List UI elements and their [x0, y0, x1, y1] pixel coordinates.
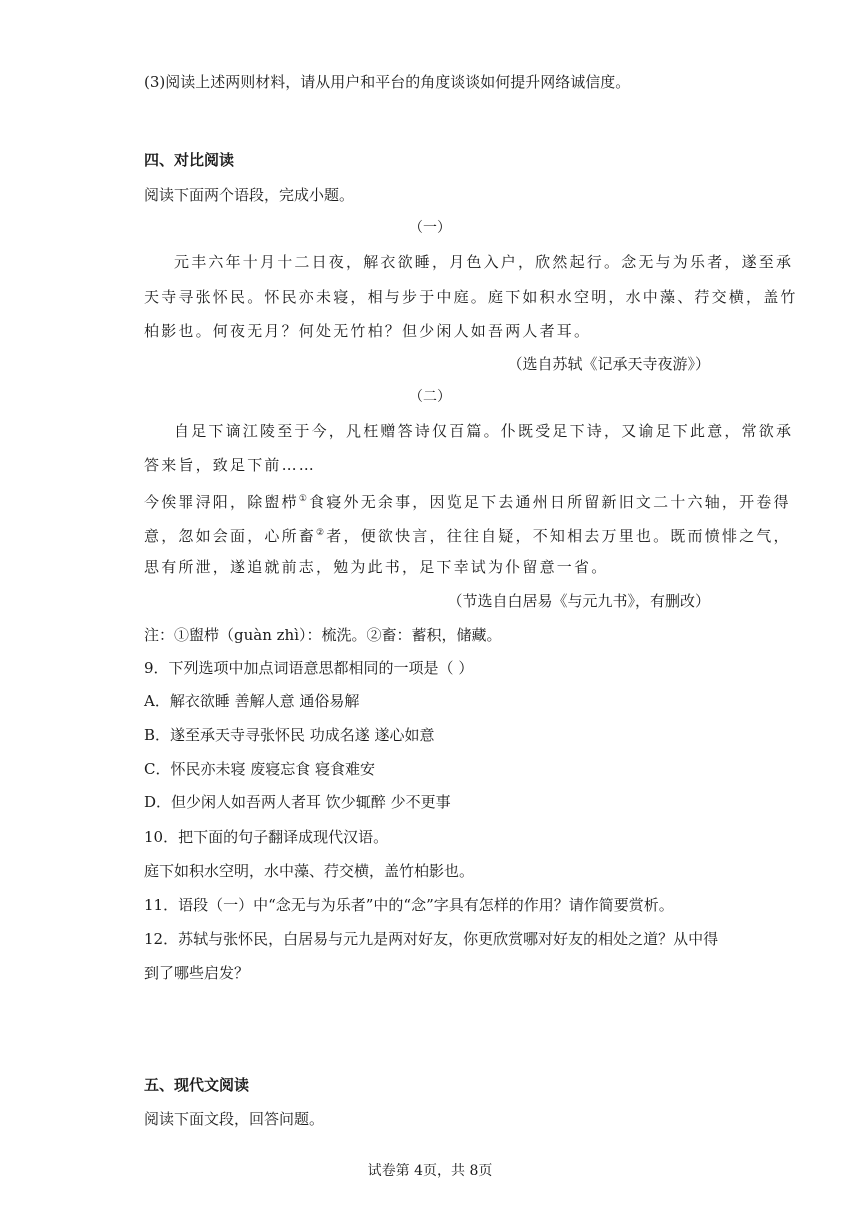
passage-1-line-3: 柏影也。何夜无月？何处无竹柏？但少闲人如吾两人者耳。 — [144, 322, 592, 340]
passage-2-line-2: 答来旨，致足下前…… — [144, 456, 317, 474]
page-footer: 试卷第 4页，共 8页 — [367, 1163, 493, 1179]
footnote-mark-2: ② — [316, 528, 327, 538]
option-d: D．但少闲人如吾两人者耳 饮少辄醉 少不更事 — [144, 793, 451, 811]
question-12-line-2: 到了哪些启发？ — [144, 964, 250, 982]
option-b: B．遂至承天寺寻张怀民 功成名遂 遂心如意 — [144, 726, 435, 744]
passage-1-line-2: 天寺寻张怀民。怀民亦未寝，相与步于中庭。庭下如积水空明，水中藻、荇交横，盖竹 — [144, 288, 798, 306]
passage-2-line-1: 自足下谪江陵至于今，凡枉赠答诗仅百篇。仆既受足下诗，又谕足下此意，常欲承 — [174, 422, 794, 440]
passage-2-label: （二） — [409, 389, 451, 405]
passage-2-line-4: 意，忽如会面，心所畜②者，便欲快言，往往自疑，不知相去万里也。既而愤悱之气， — [144, 527, 791, 545]
section-4-title: 四、对比阅读 — [144, 151, 235, 169]
option-a: A．解衣欲睡 善解人意 通俗易解 — [144, 692, 360, 710]
question-11: 11．语段（一）中“念无与为乐者”中的“念”字具有怎样的作用？请作简要赏析。 — [144, 896, 674, 914]
passage-2-source: （节选自白居易《与元九书》，有删改） — [447, 592, 710, 610]
passage-1-label: （一） — [409, 220, 451, 236]
question-9: 9．下列选项中加点词语意思都相同的一项是（ ） — [144, 659, 474, 677]
footnote-mark-1: ① — [298, 494, 310, 504]
question-3-text: (3)阅读上述两则材料，请从用户和平台的角度谈谈如何提升网络诚信度。 — [144, 73, 631, 91]
section-4-intro: 阅读下面两个语段，完成小题。 — [144, 186, 355, 204]
section-5-title: 五、现代文阅读 — [144, 1076, 250, 1094]
question-10-sentence: 庭下如积水空明，水中藻、荇交横，盖竹柏影也。 — [144, 862, 475, 880]
option-c: C．怀民亦未寝 废寝忘食 寝食难安 — [144, 760, 376, 778]
question-10: 10．把下面的句子翻译成现代汉语。 — [144, 828, 389, 846]
question-12-line-1: 12．苏轼与张怀民，白居易与元九是两对好友，你更欣赏哪对好友的相处之道？从中得 — [144, 930, 719, 948]
passage-1-line-1: 元丰六年十月十二日夜，解衣欲睡，月色入户，欣然起行。念无与为乐者，遂至承 — [174, 253, 794, 271]
annotation-note: 注：①盥栉（guàn zhì）：梳洗。②畜：蓄积，储藏。 — [144, 626, 502, 644]
passage-2-line-3: 今俟罪浔阳，除盥栉①食寝外无余事，因览足下去通州日所留新旧文二十六轴，开卷得 — [144, 493, 791, 511]
passage-2-line-5: 思有所泄，遂追就前志，勉为此书，足下幸试为仆留意一省。 — [144, 558, 609, 576]
section-5-intro: 阅读下面文段，回答问题。 — [144, 1110, 325, 1128]
passage-1-source: （选自苏轼《记承天寺夜游》） — [507, 355, 710, 373]
